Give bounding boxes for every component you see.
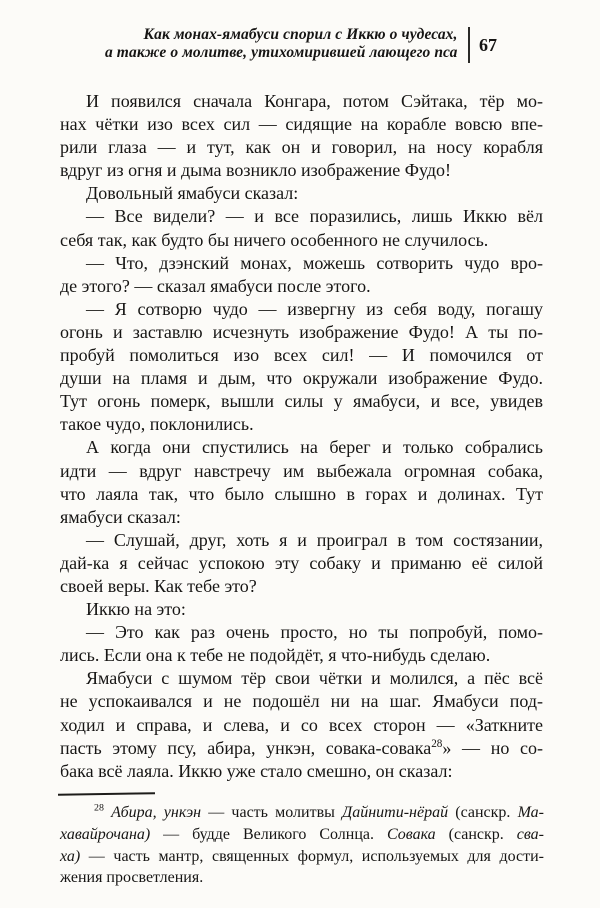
text-segment: Совака: [386, 825, 436, 843]
footnote-reference: 28: [94, 802, 104, 814]
body-line: [60, 344, 543, 367]
paragraph: [60, 667, 543, 782]
body-line: [60, 644, 543, 667]
text-segment: Абира, ункэн: [111, 804, 202, 821]
text-segment: ходил и справа, и слева, и со всех сторон — «Заткните: [60, 714, 543, 735]
text-segment: [104, 804, 111, 821]
text-segment: » — но со-: [442, 737, 543, 758]
footnote-separator: [58, 792, 155, 796]
body-line: [60, 229, 543, 252]
body-text: [60, 90, 543, 783]
running-header: [105, 25, 497, 63]
header-divider: [468, 27, 471, 63]
text-segment: огонь и заставлю исчезнуть изображение Фудо! А ты по-: [60, 321, 543, 342]
paragraph: [60, 90, 543, 182]
text-segment: — Все видели? — и все поразились, лишь Иккю вёл: [86, 206, 543, 227]
body-line: [60, 483, 543, 506]
text-segment: дай-ка я сейчас успокою эту собаку и приманю её силой: [60, 552, 543, 573]
body-line: [60, 90, 543, 113]
text-segment: такое чудо, поклонились.: [60, 414, 254, 435]
text-segment: себя так, как будто бы ничего особенного не случилось.: [60, 229, 489, 250]
text-segment: нах чётки изо всех сил — сидящие на корабле вовсю впе-: [60, 114, 543, 135]
text-segment: вдруг из огня и дыма возникло изображение Фудо!: [60, 160, 451, 181]
chapter-title-line-1: Как монах-ямабуси спорил с Иккю о чудесах,: [143, 25, 458, 43]
page-number: 67: [479, 34, 497, 55]
text-segment: хавайрочана): [60, 825, 151, 843]
text-segment: А когда они спустились на берег и только собрались: [86, 437, 543, 458]
body-line: [60, 598, 543, 621]
body-line: [60, 159, 543, 182]
body-line: [60, 367, 543, 390]
footnote-line: [60, 846, 544, 868]
text-segment: бака всё лаяла. Иккю уже стало смешно, он сказал:: [60, 760, 453, 781]
body-line: [60, 390, 543, 413]
text-segment: своей веры. Как тебе это?: [60, 575, 257, 596]
text-segment: Довольный ямабуси сказал:: [86, 183, 299, 204]
body-line: [60, 552, 543, 575]
text-segment: не успокаивался и не подошёл ни на шаг. Ямабуси под-: [60, 691, 543, 712]
text-segment: де этого? — сказал ямабуси после этого.: [60, 275, 371, 296]
body-line: [60, 436, 543, 459]
chapter-title: [105, 26, 458, 63]
text-segment: Тут огонь померк, вышли силы у ямабуси, и все, увидев: [60, 391, 543, 412]
body-line: [60, 737, 543, 760]
paragraph: [60, 252, 543, 298]
text-segment: — Слушай, друг, хоть я и проиграл в том состязании,: [86, 529, 543, 550]
body-line: [60, 506, 543, 529]
text-segment: (санскр.: [435, 825, 517, 843]
text-segment: ха): [60, 847, 81, 865]
body-line: [60, 575, 543, 598]
text-segment: лись. Если она к тебе не подойдёт, я что-нибудь сделаю.: [60, 645, 491, 666]
footnote-line: [60, 867, 544, 889]
body-line: [60, 321, 543, 344]
text-segment: Ямабуси с шумом тёр свои чётки и молился, а пёс всё: [86, 668, 543, 689]
body-line: [60, 298, 543, 321]
footnote-line: [60, 802, 544, 824]
body-line: [60, 690, 543, 713]
text-segment: — Что, дзэнский монах, можешь сотворить чудо вро-: [86, 252, 543, 273]
text-segment: — Это как раз очень просто, но ты попробуй, помо-: [86, 622, 543, 643]
paragraph: [60, 621, 543, 667]
paragraph: [60, 298, 543, 437]
footnote: [60, 802, 544, 889]
text-segment: рили глаза — и тут, как он и говорил, на носу корабля: [60, 137, 543, 158]
body-line: [60, 667, 543, 690]
text-segment: души на пламя и дым, что окружали изображение Фудо.: [60, 368, 543, 389]
body-line: [60, 136, 543, 159]
text-segment: И появился сначала Конгара, потом Сэйтака, тёр мо-: [86, 91, 543, 111]
body-line: [60, 275, 543, 298]
paragraph: [60, 436, 543, 528]
text-segment: — часть мантр, священных формул, используемых для дости-: [80, 847, 544, 865]
text-segment: ямабуси сказал:: [60, 506, 181, 527]
body-line: [60, 182, 543, 205]
footnote-reference: 28: [431, 737, 443, 750]
text-segment: — Я сотворю чудо — извергну из себя воду, погашу: [86, 298, 543, 319]
body-line: [60, 621, 543, 644]
body-line: [60, 113, 543, 136]
text-segment: Иккю на это:: [86, 599, 186, 620]
text-segment: Дайнити-нёрай: [342, 804, 449, 821]
body-line: [60, 529, 543, 552]
text-segment: — будде Великого Солнца.: [150, 825, 387, 843]
text-segment: жения просветления.: [60, 869, 204, 887]
body-line: [60, 714, 543, 737]
text-segment: пробуй помолиться изо всех сил! — И помочился от: [60, 345, 543, 366]
paragraph: [60, 182, 543, 205]
text-segment: Ма-: [517, 804, 544, 821]
paragraph: [60, 529, 543, 598]
body-line: [60, 760, 543, 783]
chapter-title-line-2: а также о молитве, утихомирившей лающего пса: [104, 44, 458, 61]
body-line: [60, 460, 543, 483]
text-segment: пасть этому псу, абира, ункэн, совака-совака: [60, 737, 432, 758]
text-segment: идти — вдруг навстречу им выбежала огромная собака,: [60, 460, 543, 481]
text-segment: что лаяла так, что было слышно в горах и долинах. Тут: [60, 483, 543, 504]
text-segment: — часть молитвы: [201, 804, 343, 821]
text-segment: сва-: [516, 825, 544, 843]
text-segment: (санскр.: [448, 804, 518, 821]
footnote-line: [60, 824, 544, 846]
body-line: [60, 205, 543, 228]
paragraph: [60, 598, 543, 621]
body-line: [60, 413, 543, 436]
paragraph: [60, 205, 543, 251]
body-line: [60, 252, 543, 275]
